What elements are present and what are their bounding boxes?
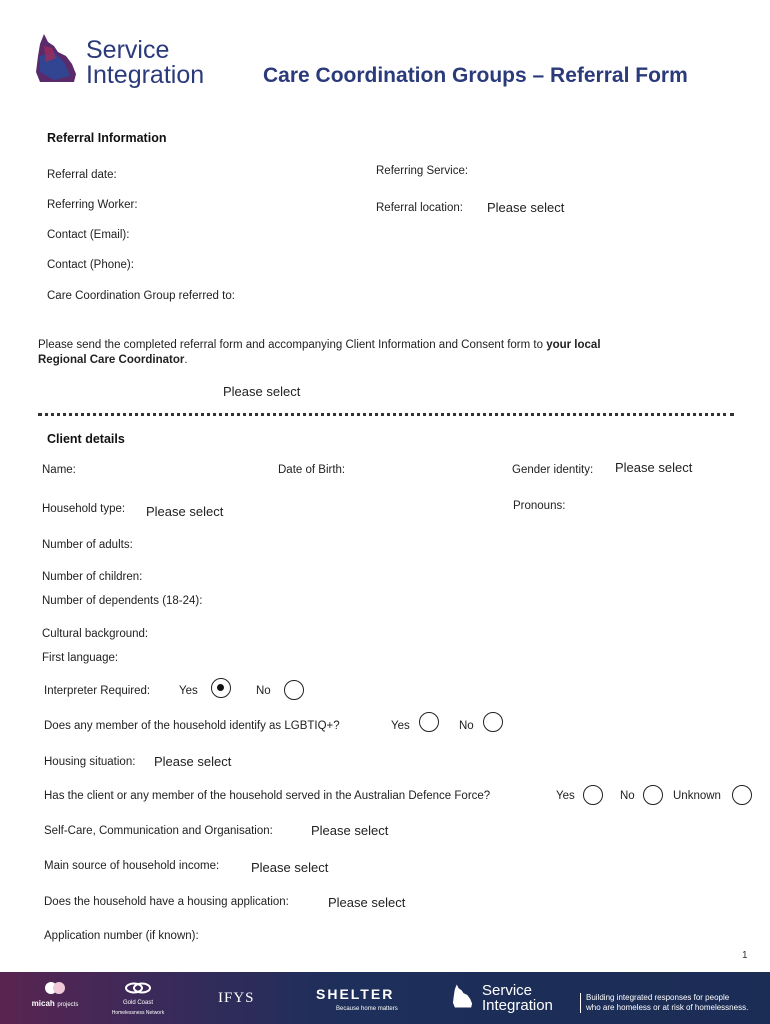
pronouns-label: Pronouns: xyxy=(513,500,566,512)
ifys-logo: IFYS xyxy=(218,990,255,1006)
housing-situation-label: Housing situation: xyxy=(44,756,136,768)
gender-label: Gender identity: xyxy=(512,464,594,476)
income-select[interactable]: Please select xyxy=(251,860,329,875)
referral-date-label: Referral date: xyxy=(47,169,117,181)
referral-location-select[interactable]: Please select xyxy=(487,200,565,215)
lgbtiq-label: Does any member of the household identify as LGBTIQ+? xyxy=(44,720,340,732)
adf-no-label: No xyxy=(620,790,635,802)
client-section-title: Client details xyxy=(47,432,125,446)
gender-select[interactable]: Please select xyxy=(615,460,693,475)
adf-label: Has the client or any member of the household served in the Australian Defence Force? xyxy=(44,790,491,802)
gold-coast-logo xyxy=(108,982,168,1016)
instruction-end: . xyxy=(184,354,188,366)
footer-banner xyxy=(0,972,770,1024)
gold-coast-name: Gold Coast xyxy=(122,1000,153,1006)
instruction-part1: Please send the completed referral form and accompanying Client Information and Consent form to xyxy=(38,339,547,351)
adults-label: Number of adults: xyxy=(42,539,133,551)
section-divider xyxy=(38,413,734,416)
form-title: Care Coordination Groups – Referral Form xyxy=(263,64,688,87)
lgbtiq-no-label: No xyxy=(459,720,474,732)
contact-phone-label: Contact (Phone): xyxy=(47,259,134,271)
children-label: Number of children: xyxy=(42,571,143,583)
micah-name: micah xyxy=(31,999,55,1008)
interpreter-label: Interpreter Required: xyxy=(44,685,151,697)
page-number: 1 xyxy=(742,950,748,961)
service-integration-logo xyxy=(34,32,244,94)
household-type-label: Household type: xyxy=(42,503,126,515)
tagline-line1: Building integrated responses for people xyxy=(586,993,730,1002)
lgbtiq-yes-label: Yes xyxy=(391,720,410,732)
tagline xyxy=(580,993,748,1013)
household-type-select[interactable]: Please select xyxy=(146,504,224,519)
footer-logo-line1: Service xyxy=(482,982,533,999)
micah-sub: projects xyxy=(57,1002,79,1008)
adf-unknown-radio[interactable] xyxy=(732,785,752,805)
interpreter-no-label: No xyxy=(256,685,271,697)
coordinator-select[interactable]: Please select xyxy=(223,384,301,399)
shelter-logo xyxy=(316,986,398,1012)
interpreter-yes-radio[interactable] xyxy=(211,678,231,698)
rings-icon xyxy=(124,982,152,994)
footer-logo-line2: Integration xyxy=(482,997,553,1014)
referring-worker-label: Referring Worker: xyxy=(47,199,138,211)
interpreter-yes-label: Yes xyxy=(179,685,198,697)
referral-section-title: Referral Information xyxy=(47,131,167,145)
adf-unknown-label: Unknown xyxy=(673,790,721,802)
name-label: Name: xyxy=(42,464,76,476)
selfcare-label: Self-Care, Communication and Organisation: xyxy=(44,825,273,837)
logo-line2: Integration xyxy=(86,61,205,89)
cultural-label: Cultural background: xyxy=(42,628,149,640)
adf-yes-radio[interactable] xyxy=(583,785,603,805)
ccg-referred-label: Care Coordination Group referred to: xyxy=(47,290,235,302)
micah-icon xyxy=(43,980,67,996)
housing-app-select[interactable]: Please select xyxy=(328,895,406,910)
queensland-map-small-icon xyxy=(452,982,474,1010)
micah-logo xyxy=(30,980,80,1008)
dependents-label: Number of dependents (18-24): xyxy=(42,595,203,607)
instruction-text xyxy=(38,338,601,368)
instruction-bold1: your local xyxy=(546,339,601,351)
selfcare-select[interactable]: Please select xyxy=(311,823,389,838)
adf-yes-label: Yes xyxy=(556,790,575,802)
app-number-label: Application number (if known): xyxy=(44,930,199,942)
contact-email-label: Contact (Email): xyxy=(47,229,130,241)
referring-service-label: Referring Service: xyxy=(376,165,469,177)
logo-line1: Service xyxy=(86,36,170,64)
adf-no-radio[interactable] xyxy=(643,785,663,805)
instruction-bold2: Regional Care Coordinator xyxy=(38,354,185,366)
referral-location-label: Referral location: xyxy=(376,202,463,214)
lgbtiq-no-radio[interactable] xyxy=(483,712,503,732)
shelter-sub: Because home matters xyxy=(336,1006,398,1012)
gold-coast-sub: Homelessness Network xyxy=(111,1010,165,1016)
lgbtiq-yes-radio[interactable] xyxy=(419,712,439,732)
tagline-line2: who are homeless or at risk of homelessness. xyxy=(586,1003,749,1012)
dob-label: Date of Birth: xyxy=(278,464,346,476)
housing-app-label: Does the household have a housing application: xyxy=(44,896,289,908)
shelter-name: SHELTER xyxy=(316,986,395,1002)
first-language-label: First language: xyxy=(42,652,119,664)
income-label: Main source of household income: xyxy=(44,860,220,872)
queensland-map-icon xyxy=(34,32,80,84)
housing-situation-select[interactable]: Please select xyxy=(154,754,232,769)
interpreter-no-radio[interactable] xyxy=(284,680,304,700)
